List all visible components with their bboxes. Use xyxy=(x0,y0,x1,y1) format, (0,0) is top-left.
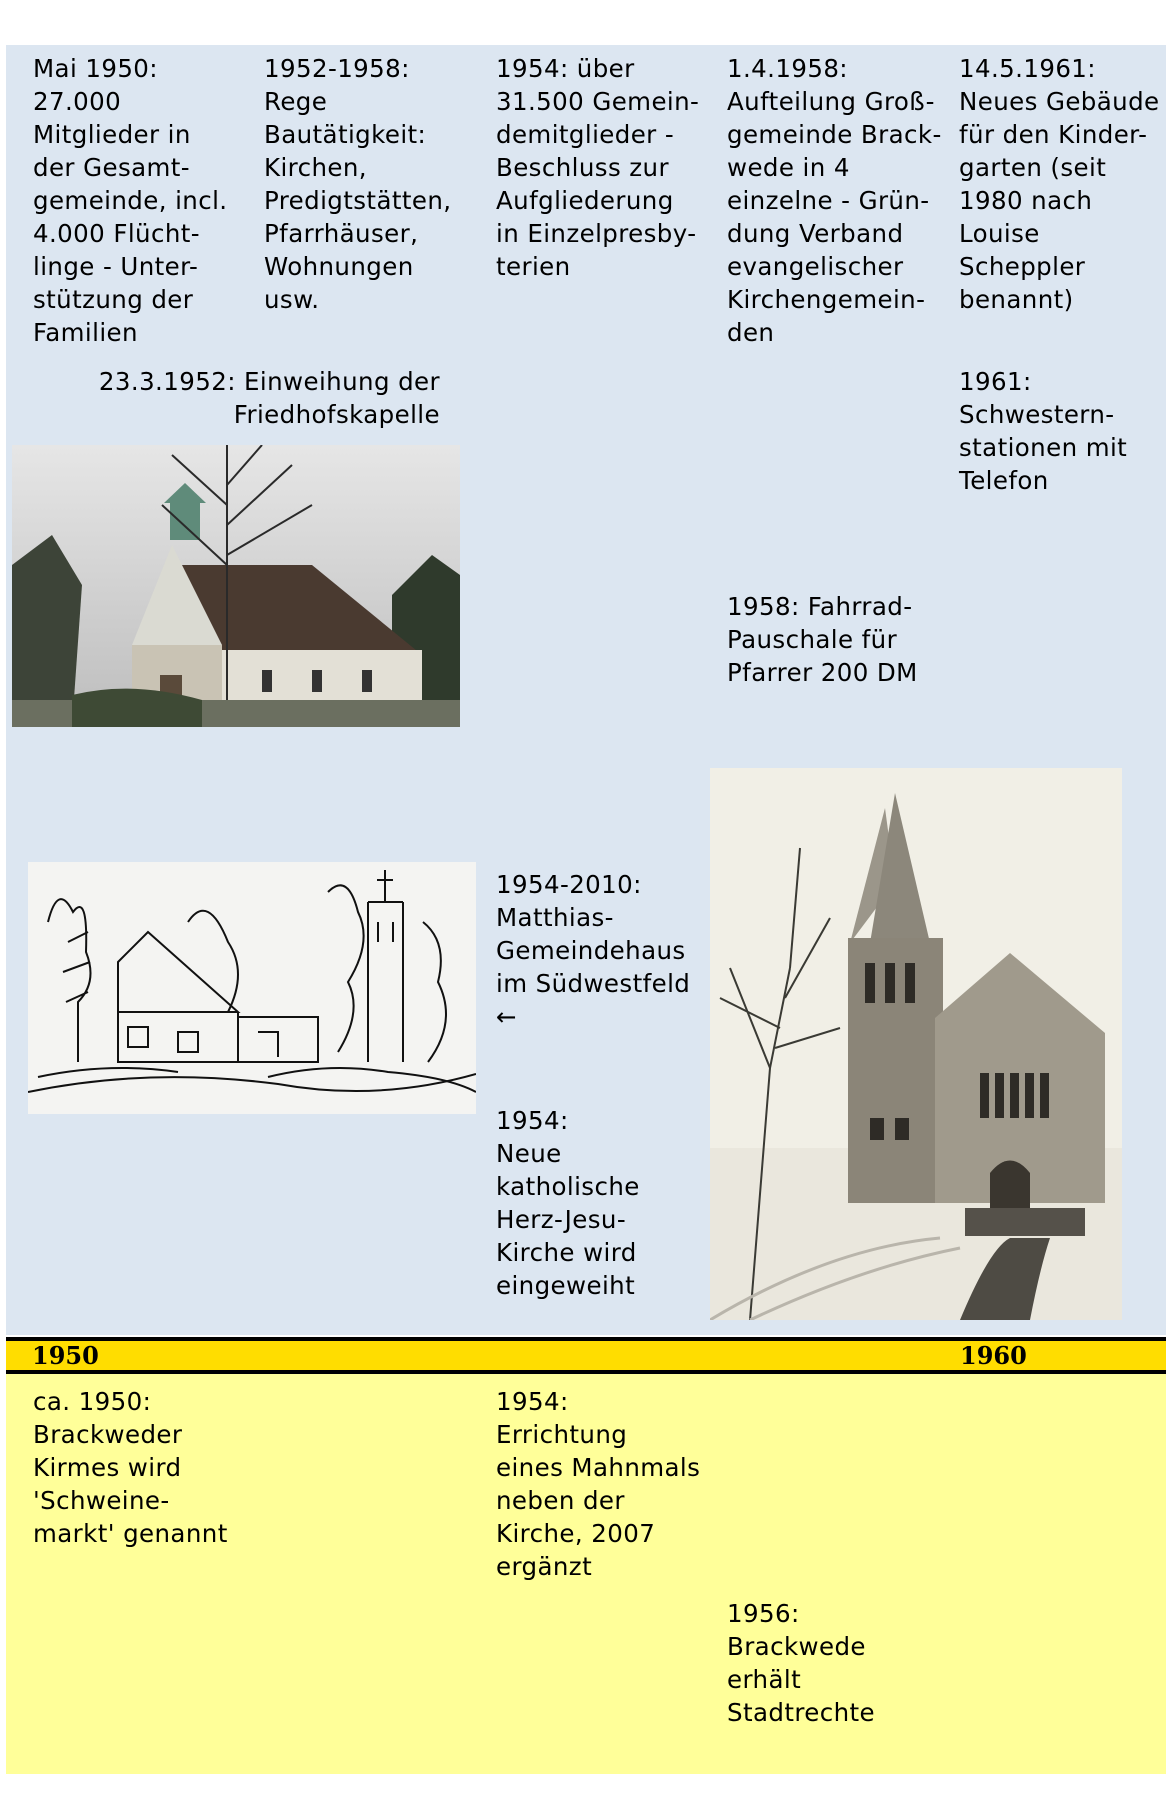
event-1950-kirmes: ca. 1950: Brackweder Kirmes wird 'Schweine- markt' genannt xyxy=(33,1387,228,1548)
event-1952-friedhofskapelle: 23.3.1952: Einweihung der Friedhofskapelle xyxy=(98,367,440,429)
year-label-start: 1950 xyxy=(32,1341,99,1370)
event-1956-stadtrechte: 1956: Brackwede erhält Stadtrechte xyxy=(727,1599,876,1727)
gemeindehaus-sketch xyxy=(28,862,476,1114)
event-1954-mahnmal: 1954: Errichtung eines Mahnmals neben der Kirche, 2007 ergänzt xyxy=(496,1387,701,1581)
event-1958-fahrrad: 1958: Fahrrad- Pauschale für Pfarrer 200 DM xyxy=(727,592,918,687)
year-label-end: 1960 xyxy=(960,1341,1027,1370)
event-1961-schwesternstationen: 1961: Schwestern- stationen mit Telefon xyxy=(959,367,1128,495)
event-1952-1958: 1952-1958: Rege Bautätigkeit: Kirchen, Predigtstätten, Pfarrhäuser, Wohnungen usw. xyxy=(264,54,452,314)
event-1961-kindergarten: 14.5.1961: Neues Gebäude für den Kinder- garten (seit 1980 nach Louise Scheppler benannt) xyxy=(959,54,1160,314)
event-1958-aufteilung: 1.4.1958: Aufteilung Groß- gemeinde Brack- wede in 4 einzelne - Grün- dung Verband evangelischer Kirchengemein- den xyxy=(727,54,942,347)
event-mai-1950: Mai 1950: 27.000 Mitglieder in der Gesamt- gemeinde, incl. 4.000 Flücht- linge - Unter- stützung der Familien xyxy=(33,54,228,347)
chapel-photo xyxy=(12,445,460,727)
herz-jesu-church-photo xyxy=(710,768,1122,1320)
event-1954-gemeindehaus: 1954-2010: Matthias- Gemeindehaus im Südwestfeld ← xyxy=(496,870,691,1031)
event-1954-mitglieder: 1954: über 31.500 Gemein- demitglieder - Beschluss zur Aufgliederung in Einzelpresby- terien xyxy=(496,54,700,281)
event-1954-herz-jesu: 1954: Neue katholische Herz-Jesu- Kirche wird eingeweiht xyxy=(496,1106,640,1300)
